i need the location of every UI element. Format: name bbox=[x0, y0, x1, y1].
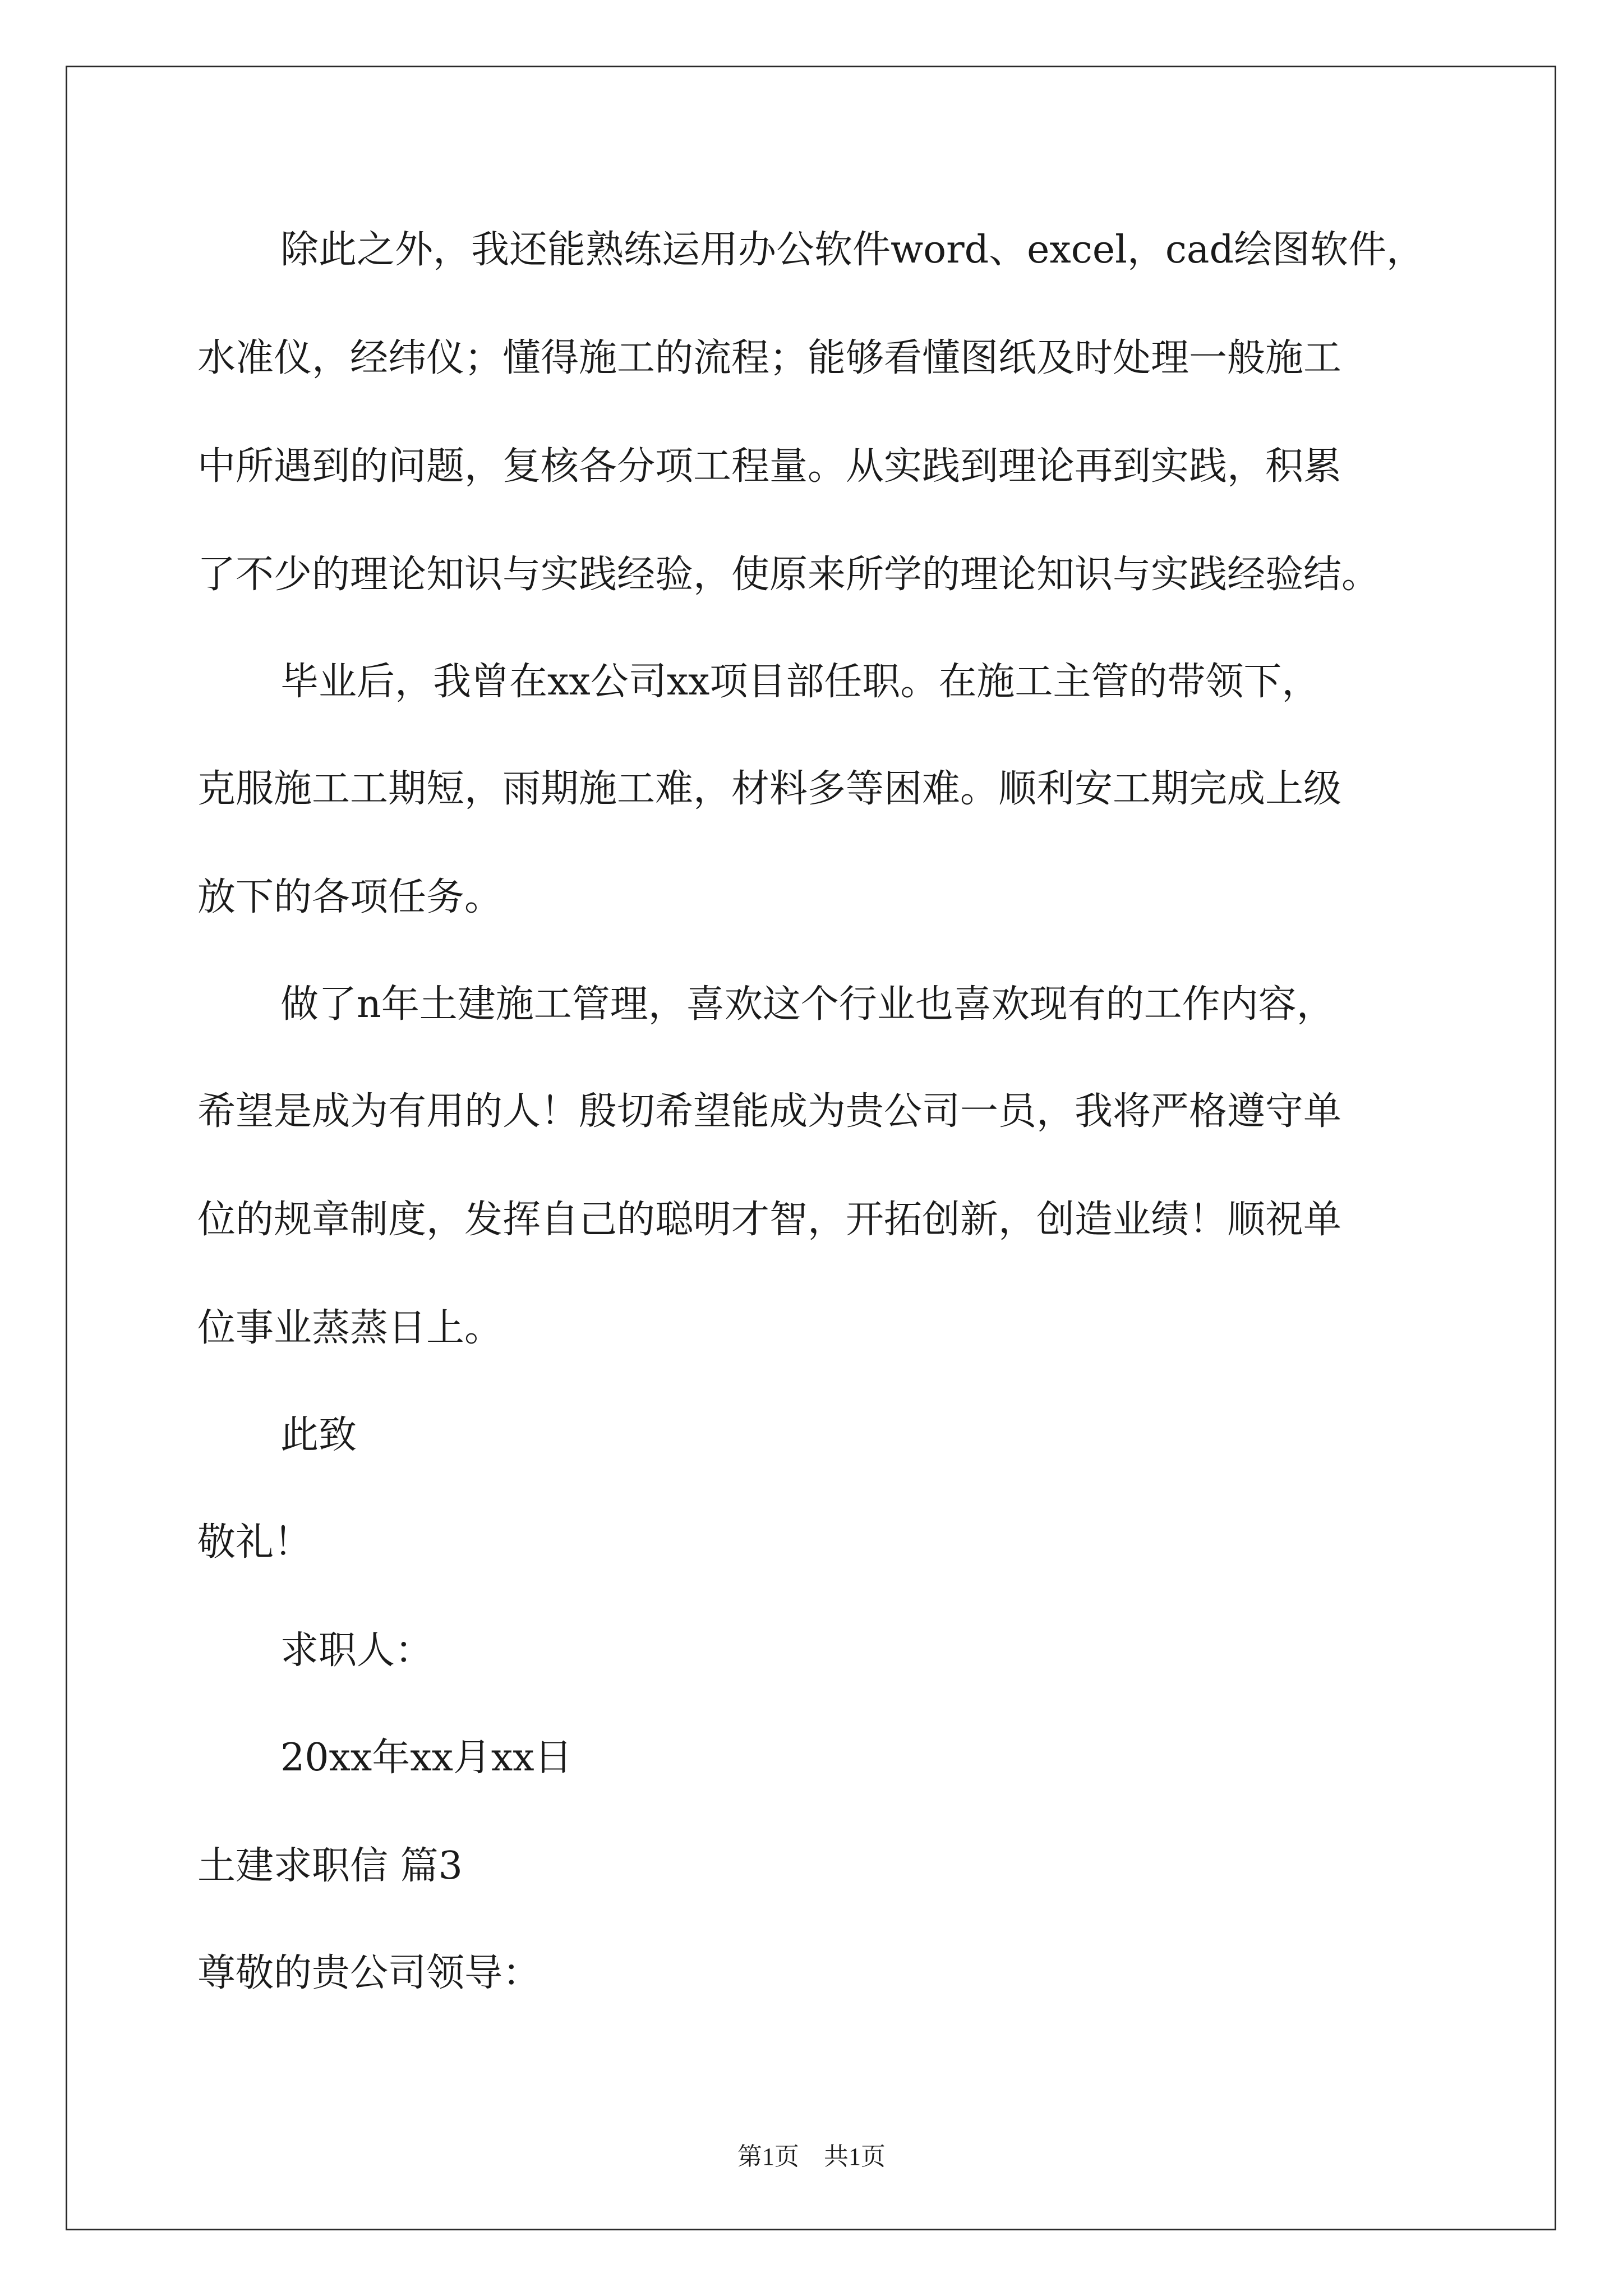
paragraph-2-line-1: 毕业后，我曾在xx公司xx项目部任职。在施工主管的带领下， bbox=[280, 660, 1320, 704]
closing-line-2: 敬礼！ bbox=[197, 1520, 312, 1565]
page-footer: 第1页 共1页 bbox=[737, 2143, 886, 2170]
paragraph-1-line-2: 水准仪，经纬仪；懂得施工的流程；能够看懂图纸及时处理一般施工 bbox=[197, 336, 1342, 380]
closing-line-1: 此致 bbox=[280, 1413, 357, 1457]
paragraph-3-line-3: 位的规章制度，发挥自己的聪明才智，开拓创新，创造业绩！顺祝单 bbox=[197, 1198, 1342, 1242]
paragraph-1-line-1: 除此之外，我还能熟练运用办公软件word、excel，cad绘图软件， bbox=[280, 228, 1425, 272]
salutation: 尊敬的贵公司领导： bbox=[197, 1951, 541, 1995]
paragraph-2-line-3: 放下的各项任务。 bbox=[197, 875, 503, 919]
paragraph-1-line-4: 了不少的理论知识与实践经验，使原来所学的理论知识与实践经验结。 bbox=[197, 553, 1380, 597]
paragraph-3-line-1: 做了n年土建施工管理，喜欢这个行业也喜欢现有的工作内容， bbox=[280, 982, 1335, 1027]
paragraph-3-line-2: 希望是成为有用的人！殷切希望能成为贵公司一员，我将严格遵守单 bbox=[197, 1089, 1342, 1134]
date-line: 20xx年xx月xx日 bbox=[280, 1736, 573, 1780]
applicant-label: 求职人： bbox=[280, 1628, 434, 1673]
paragraph-2-line-2: 克服施工工期短，雨期施工难，材料多等困难。顺利安工期完成上级 bbox=[197, 767, 1342, 811]
paragraph-3-line-4: 位事业蒸蒸日上。 bbox=[197, 1306, 503, 1350]
section-title: 土建求职信 篇3 bbox=[197, 1844, 463, 1888]
paragraph-1-line-3: 中所遇到的问题，复核各分项工程量。从实践到理论再到实践，积累 bbox=[197, 444, 1342, 489]
